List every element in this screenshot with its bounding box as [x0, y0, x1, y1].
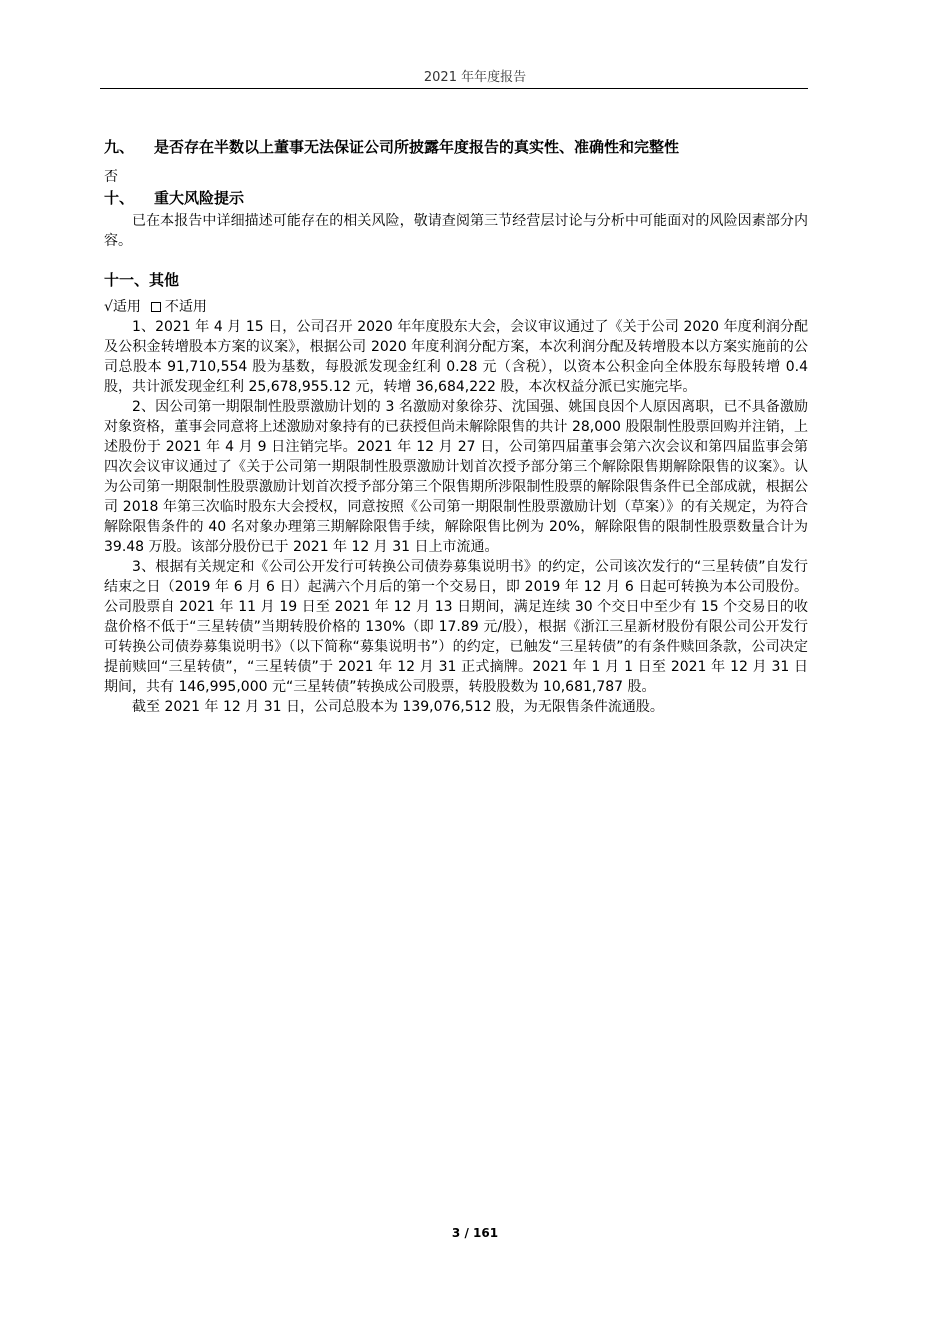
- document-body: [104, 134, 808, 717]
- section-11-paragraph-2: 2、因公司第一期限制性股票激励计划的 3 名激励对象徐芬、沈国强、姚国良因个人原因离职，已不具备激励对象资格，董事会同意将上述激励对象持有的已获授但尚未解除限售的共计 28,000 股限制性股票回购并注销，上述股份于 2021 年 4 月 9 日注销完毕。2021 年 12 月 27 日，公司第四届董事会第六次会议和第四届监事会第四次会议审议通过了《关于公司第一期限制性股票激励计划首次授予部分第三个解除限售期解除限售的议案》。认为公司第一期限制性股票激励计划首次授予部分第三个限售期所涉限制性股票的解除限售条件已全部成就，根据公司 2018 年第三次临时股东大会授权，同意按照《公司第一期限制性股票激励计划（草案）》的有关规定，为符合解除限售条件的 40 名对象办理第三期解除限售手续，解除限售比例为 20%，解除限售的限制性股票数量合计为 39.48 万股。该部分股份已于 2021 年 12 月 31 日上市流通。: [104, 399, 808, 555]
- not-applicable-checkbox: [151, 302, 161, 312]
- section-9-answer: 否: [104, 169, 118, 185]
- applicability-row: [104, 297, 808, 317]
- section-9-title: 是否存在半数以上董事无法保证公司所披露年度报告的真实性、准确性和完整性: [154, 138, 680, 156]
- header-divider: [100, 88, 808, 89]
- page-header-title: 2021 年年度报告: [423, 70, 527, 85]
- section-10-title: 重大风险提示: [154, 189, 245, 207]
- section-11-title: 十一、其他: [104, 271, 180, 289]
- section-11-paragraph-3: 3、根据有关规定和《公司公开发行可转换公司债券募集说明书》的约定，公司该次发行的“三星转债”自发行结束之日（2019 年 6 月 6 日）起满六个月后的第一个交易日，即 2019 年 12 月 6 日起可转换为本公司股份。公司股票自 2021 年 11 月 19 日至 2021 年 12 月 13 日期间，满足连续 30 个交日中至少有 15 个交易日的收盘价格不低于“三星转债”当期转股价格的 130%（即 17.89 元/股），根据《浙江三星新材股份有限公司公开发行可转换公司债券募集说明书》（以下简称“募集说明书”）的约定，已触发“三星转债”的有条件赎回条款，公司决定提前赎回“三星转债”，“三星转债”于 2021 年 12 月 31 正式摘牌。2021 年 1 月 1 日至 2021 年 12 月 31 日期间，共有 146,995,000 元“三星转债”转换成公司股票，转股股数为 10,681,787 股。: [104, 559, 808, 695]
- applicable-label: √适用: [104, 299, 141, 315]
- section-11-heading: [104, 267, 808, 293]
- not-applicable-label: 不适用: [164, 299, 207, 315]
- page-number: 3 / 161: [451, 1226, 499, 1240]
- section-10-heading: [104, 185, 808, 211]
- section-10-number: 十、: [104, 189, 135, 207]
- section-11-paragraph-1: 1、2021 年 4 月 15 日，公司召开 2020 年年度股东大会，会议审议通过了《关于公司 2020 年度利润分配及公积金转增股本方案的议案》，根据公司 2020 年度利润分配方案，本次利润分配及转增股本以方案实施前的公司总股本 91,710,554 股为基数，每股派发现金红利 0.28 元（含税），以资本公积金向全体股东每股转增 0.4 股，共计派发现金红利 25,678,955.12 元，转增 36,684,222 股，本次权益分派已实施完毕。: [104, 319, 808, 395]
- section-10-text: 已在本报告中详细描述可能存在的相关风险，敬请查阅第三节经营层讨论与分析中可能面对的风险因素部分内容。: [104, 213, 808, 249]
- section-9-heading: [104, 134, 808, 160]
- section-9-number: 九、: [104, 138, 135, 156]
- section-11-paragraph-4: 截至 2021 年 12 月 31 日，公司总股本为 139,076,512 股，为无限售条件流通股。: [132, 699, 664, 715]
